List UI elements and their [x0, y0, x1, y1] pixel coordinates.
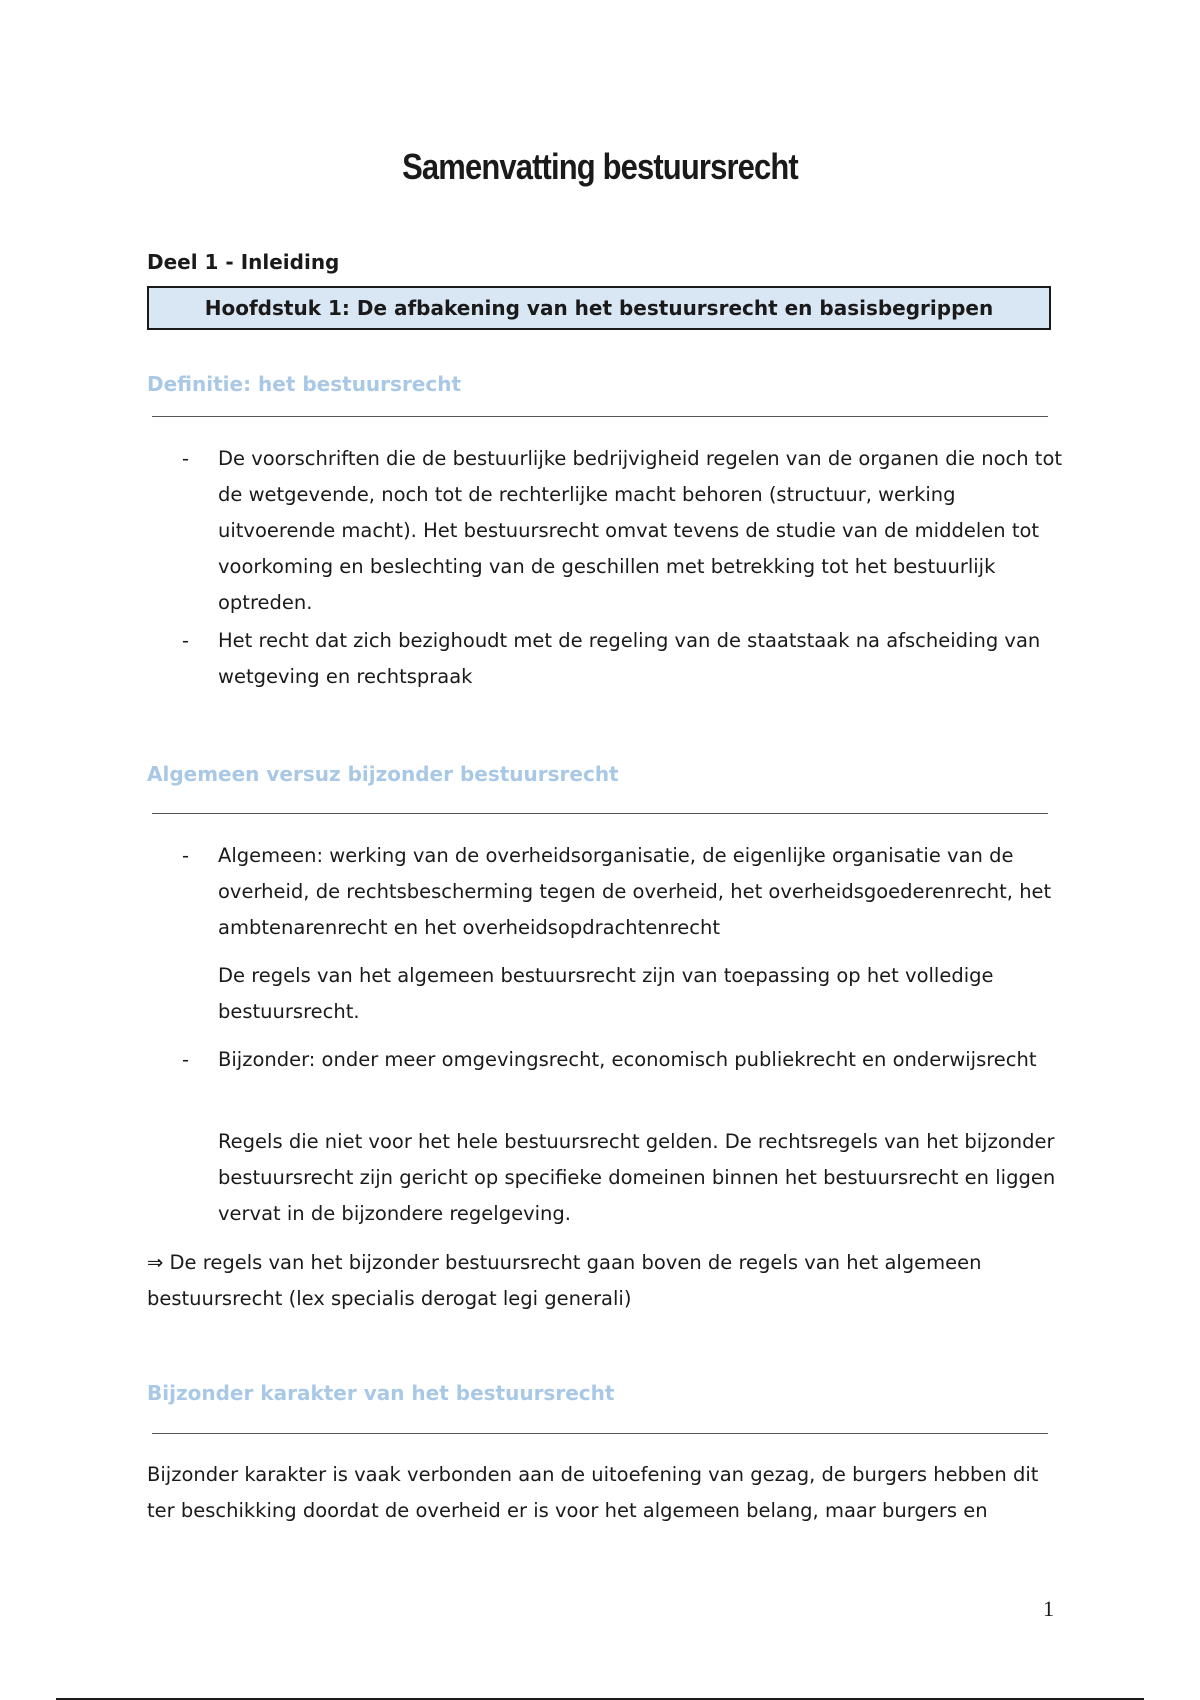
- list-item-text: Het recht dat zich bezighoudt met de regeling van de staatstaak na afscheiding van wetgeving en rechtspraak: [218, 629, 1041, 688]
- section-divider: [152, 813, 1048, 814]
- section-heading-definitie: Definitie: het bestuursrecht: [147, 372, 462, 396]
- conclusion-text: ⇒ De regels van het bijzonder bestuursrecht gaan boven de regels van het algemeen bestuursrecht (lex specialis derogat legi generali): [147, 1251, 982, 1310]
- chapter-heading-box: [147, 286, 1051, 330]
- list-item-text: Algemeen: werking van de overheidsorganisatie, de eigenlijke organisatie van de overheid, de rechtsbescherming tegen de overheid, het overheidsgoederenrecht, het ambtenarenrecht en het overheidsopdrachtenrecht: [218, 844, 1052, 939]
- part-heading: Deel 1 - Inleiding: [147, 250, 340, 274]
- bullet-dash: -: [182, 629, 190, 652]
- section-divider: [152, 416, 1048, 417]
- list-item-followup: Regels die niet voor het hele bestuursrecht gelden. De rechtsregels van het bijzonder bestuursrecht zijn gericht op specifieke domeinen binnen het bestuursrecht en liggen vervat in de bijzondere regelgeving.: [218, 1130, 1056, 1225]
- body-paragraph: Bijzonder karakter is vaak verbonden aan de uitoefening van gezag, de burgers hebben dit ter beschikking doordat de overheid er is voor het algemeen belang, maar burgers en: [147, 1463, 1039, 1522]
- list-item-text: Bijzonder: onder meer omgevingsrecht, economisch publiekrecht en onderwijsrecht: [218, 1048, 1037, 1071]
- chapter-heading: Hoofdstuk 1: De afbakening van het bestuursrecht en basisbegrippen: [204, 296, 994, 320]
- page-number: 1: [1043, 1596, 1054, 1621]
- list-item-followup: De regels van het algemeen bestuursrecht zijn van toepassing op het volledige bestuursrecht.: [218, 964, 994, 1023]
- bullet-dash: -: [182, 1048, 190, 1071]
- section-heading-bijzonder-karakter: Bijzonder karakter van het bestuursrecht: [147, 1381, 615, 1405]
- section-divider: [152, 1433, 1048, 1434]
- document-title: Samenvatting bestuursrecht: [402, 146, 798, 187]
- list-item-text: De voorschriften die de bestuurlijke bedrijvigheid regelen van de organen die noch tot de wetgevende, noch tot de rechterlijke macht behoren (structuur, werking uitvoerende macht). Het bestuursrecht omvat tevens de studie van de middelen tot voorkoming en beslechting van de geschillen met betrekking tot het bestuurlijk optreden.: [218, 447, 1063, 614]
- bullet-dash: -: [182, 447, 190, 470]
- bullet-dash: -: [182, 844, 190, 867]
- section-heading-algemeen-bijzonder: Algemeen versuz bijzonder bestuursrecht: [147, 762, 619, 786]
